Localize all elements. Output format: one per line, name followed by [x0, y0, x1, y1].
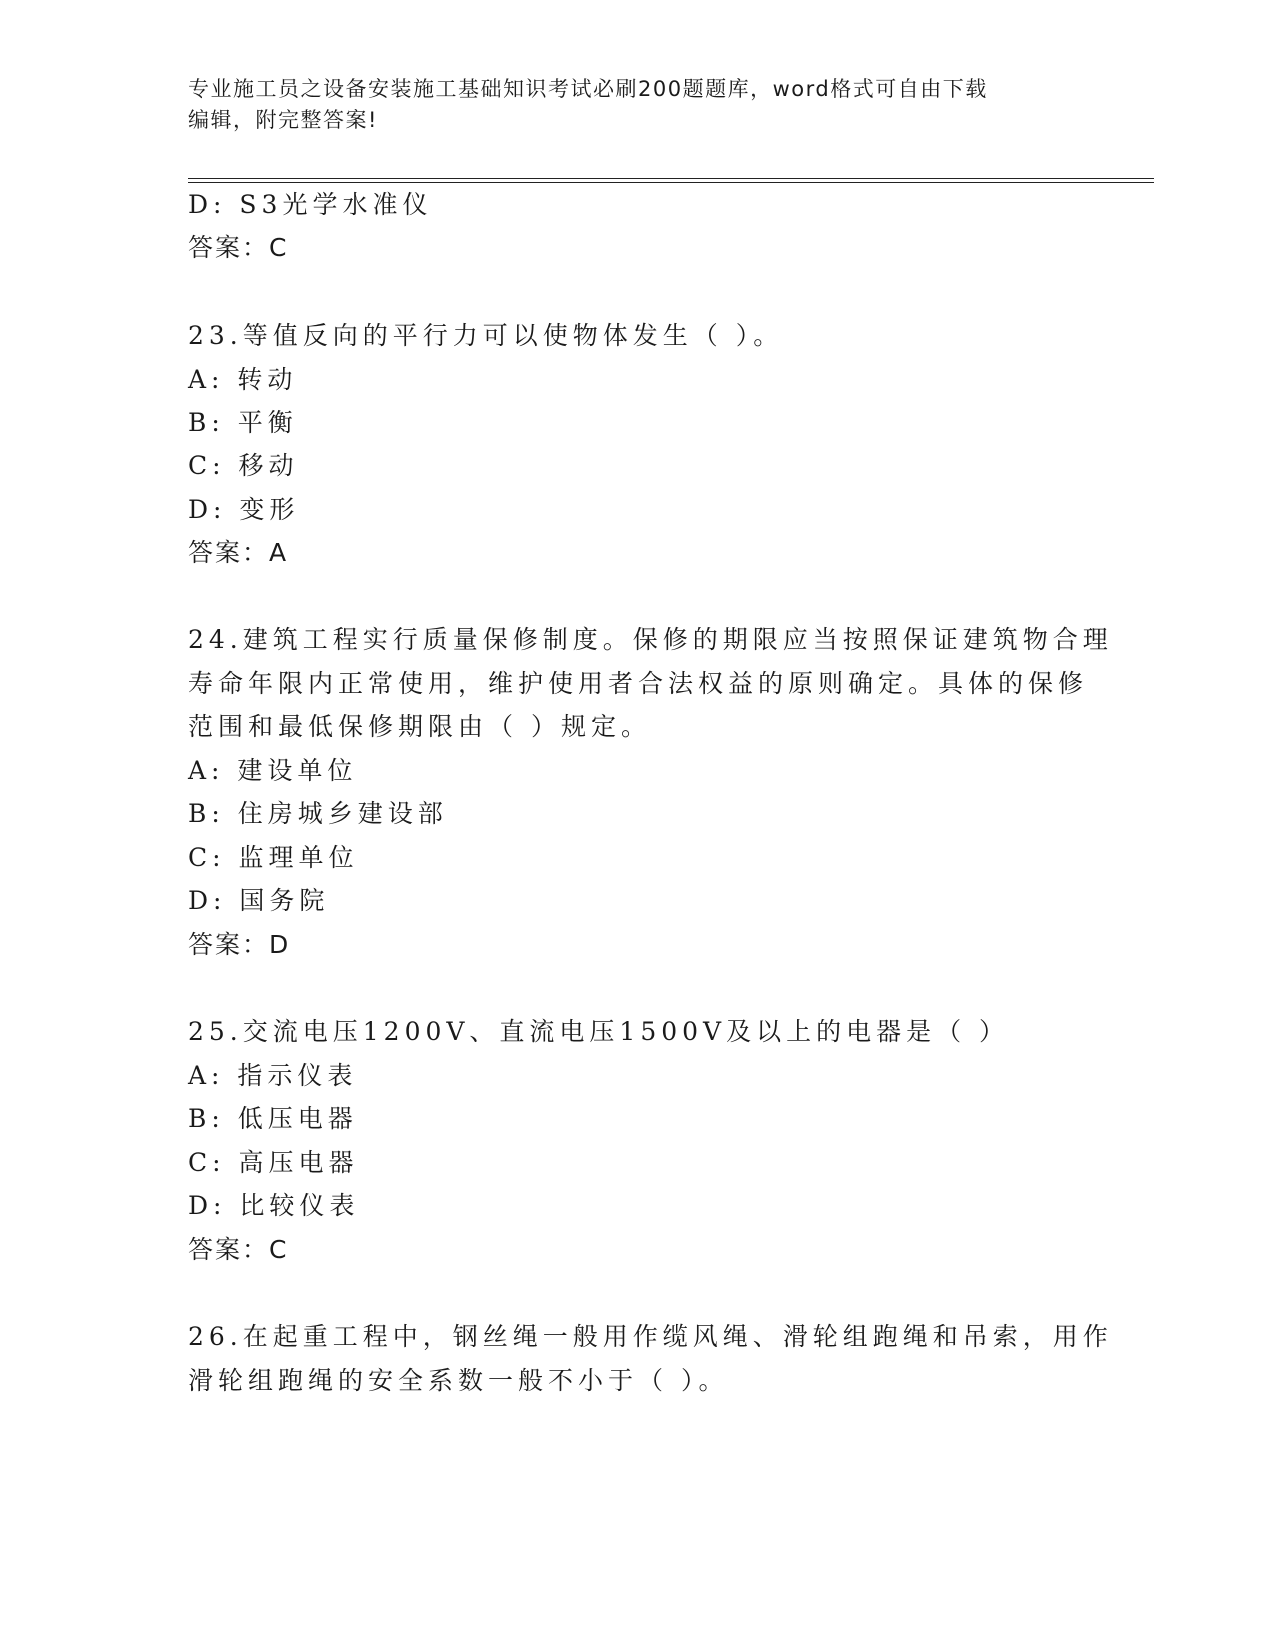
q25-stem: 25.交流电压1200V、直流电压1500V及以上的电器是（ ） [188, 1017, 1010, 1046]
q25-option-d: D: 比较仪表 [188, 1191, 360, 1220]
q23-option-d: D: 变形 [188, 495, 300, 524]
q25-option-c: C: 高压电器 [188, 1148, 359, 1177]
q24-option-a: A: 建设单位 [188, 756, 358, 785]
q24-option-b: B: 住房城乡建设部 [188, 799, 448, 828]
header-line-1: 专业施工员之设备安装施工基础知识考试必刷200题题库，word格式可自由下载 [188, 77, 988, 101]
q26-stem-line-1: 26.在起重工程中，钢丝绳一般用作缆风绳、滑轮组跑绳和吊索，用作 [188, 1322, 1113, 1351]
q23-option-a: A: 转动 [188, 365, 298, 394]
q25-option-a: A: 指示仪表 [188, 1061, 358, 1090]
q23-option-c: C: 移动 [188, 451, 299, 480]
prev-option-d: D: S3光学水准仪 [188, 190, 433, 219]
q23-option-b: B: 平衡 [188, 408, 298, 437]
q24-stem-line-3: 范围和最低保修期限由（ ）规定。 [188, 712, 651, 741]
q24-stem-line-2: 寿命年限内正常使用，维护使用者合法权益的原则确定。具体的保修 [188, 669, 1089, 698]
prev-answer: 答案：C [188, 233, 289, 262]
q24-answer: 答案：D [188, 930, 291, 959]
q23-answer: 答案：A [188, 538, 289, 567]
document-header [188, 74, 1088, 136]
header-divider-top [188, 178, 1154, 179]
q23-stem: 23.等值反向的平行力可以使物体发生（ ）。 [188, 321, 784, 350]
header-line-2: 编辑，附完整答案! [188, 108, 378, 132]
q24-option-c: C: 监理单位 [188, 843, 359, 872]
q26-stem-line-2: 滑轮组跑绳的安全系数一般不小于（ ）。 [188, 1366, 729, 1395]
q25-option-b: B: 低压电器 [188, 1104, 358, 1133]
q24-option-d: D: 国务院 [188, 886, 330, 915]
header-divider-bottom [188, 182, 1154, 183]
q24-stem-line-1: 24.建筑工程实行质量保修制度。保修的期限应当按照保证建筑物合理 [188, 625, 1113, 654]
q25-answer: 答案：C [188, 1235, 289, 1264]
